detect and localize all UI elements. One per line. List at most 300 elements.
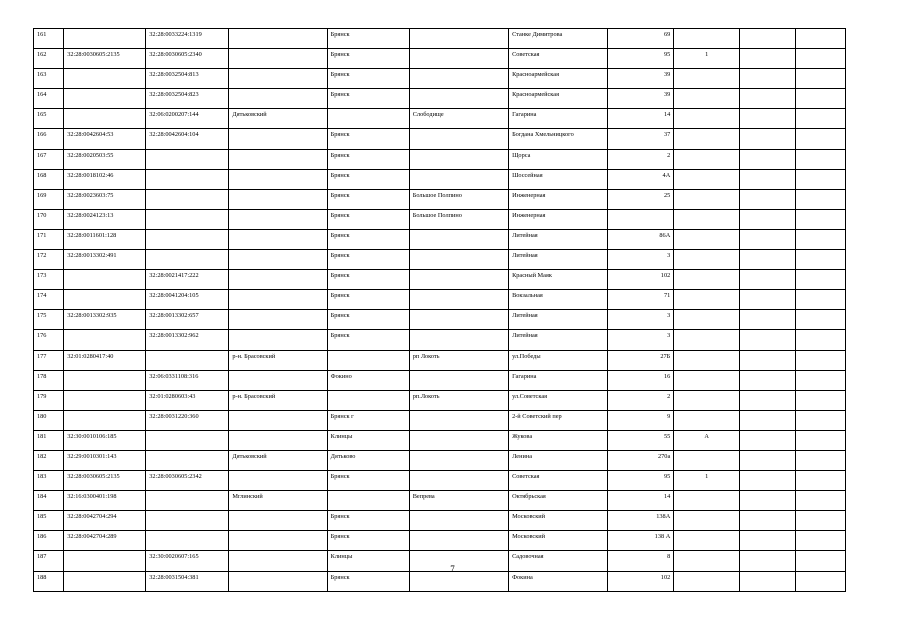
extra-cell-1 — [740, 571, 796, 591]
parcel-number-cell: 32:28:0030605:2342 — [146, 471, 229, 491]
extra-cell-1 — [740, 69, 796, 89]
street-cell: Гагарина — [509, 370, 608, 390]
house-number-cell: 55 — [608, 430, 674, 450]
cadastral-number-cell: 32:28:0030605:2135 — [64, 471, 146, 491]
cadastral-number-cell: 32:28:0024123:13 — [64, 209, 146, 229]
building-cell — [674, 109, 740, 129]
house-number-cell: 69 — [608, 29, 674, 49]
row-number-cell: 162 — [34, 49, 64, 69]
city-cell: Брянск — [327, 310, 409, 330]
extra-cell-1 — [740, 410, 796, 430]
extra-cell-2 — [796, 209, 846, 229]
extra-cell-2 — [796, 129, 846, 149]
settlement-cell — [409, 129, 508, 149]
row-number-cell: 173 — [34, 270, 64, 290]
city-cell: Клинцы — [327, 551, 409, 571]
house-number-cell: 9 — [608, 410, 674, 430]
table-row — [34, 49, 846, 69]
building-cell — [674, 330, 740, 350]
building-cell — [674, 89, 740, 109]
table-row — [34, 169, 846, 189]
extra-cell-2 — [796, 250, 846, 270]
street-cell: Жукова — [509, 430, 608, 450]
extra-cell-2 — [796, 390, 846, 410]
district-cell — [229, 531, 327, 551]
city-cell — [327, 109, 409, 129]
parcel-number-cell: 32:28:0013302:962 — [146, 330, 229, 350]
district-cell — [229, 330, 327, 350]
extra-cell-2 — [796, 430, 846, 450]
table-body — [34, 29, 846, 592]
row-number-cell: 168 — [34, 169, 64, 189]
table-row — [34, 229, 846, 249]
street-cell: Богдана Хмельницкого — [509, 129, 608, 149]
street-cell: Фокина — [509, 571, 608, 591]
extra-cell-2 — [796, 511, 846, 531]
house-number-cell: 25 — [608, 189, 674, 209]
district-cell — [229, 430, 327, 450]
street-cell: Ленина — [509, 450, 608, 470]
district-cell: Дятьковский — [229, 450, 327, 470]
extra-cell-1 — [740, 229, 796, 249]
table-row — [34, 250, 846, 270]
parcel-number-cell: 32:28:0021417:222 — [146, 270, 229, 290]
district-cell — [229, 69, 327, 89]
district-cell — [229, 129, 327, 149]
extra-cell-2 — [796, 330, 846, 350]
street-cell: 2-й Советский пер — [509, 410, 608, 430]
settlement-cell — [409, 310, 508, 330]
city-cell: Брянск — [327, 250, 409, 270]
district-cell: р-н. Брасовский — [229, 350, 327, 370]
parcel-number-cell: 32:28:0042604:104 — [146, 129, 229, 149]
house-number-cell: 71 — [608, 290, 674, 310]
extra-cell-1 — [740, 430, 796, 450]
building-cell — [674, 229, 740, 249]
parcel-number-cell: 32:30:0020607:165 — [146, 551, 229, 571]
cadastral-number-cell: 32:28:0011601:128 — [64, 229, 146, 249]
city-cell: Брянск — [327, 531, 409, 551]
street-cell: Московский — [509, 531, 608, 551]
settlement-cell — [409, 290, 508, 310]
house-number-cell: 95 — [608, 471, 674, 491]
district-cell — [229, 250, 327, 270]
table-row — [34, 390, 846, 410]
building-cell — [674, 290, 740, 310]
house-number-cell: 86А — [608, 229, 674, 249]
settlement-cell — [409, 89, 508, 109]
district-cell — [229, 270, 327, 290]
settlement-cell — [409, 571, 508, 591]
house-number-cell: 14 — [608, 109, 674, 129]
house-number-cell: 102 — [608, 571, 674, 591]
row-number-cell: 185 — [34, 511, 64, 531]
city-cell: Брянск — [327, 270, 409, 290]
parcel-number-cell: 32:28:0033224:1319 — [146, 29, 229, 49]
house-number-cell: 3 — [608, 310, 674, 330]
house-number-cell: 95 — [608, 49, 674, 69]
extra-cell-1 — [740, 49, 796, 69]
table-row — [34, 450, 846, 470]
extra-cell-2 — [796, 270, 846, 290]
parcel-number-cell — [146, 229, 229, 249]
district-cell — [229, 310, 327, 330]
extra-cell-2 — [796, 370, 846, 390]
district-cell: р-н. Брасовский — [229, 390, 327, 410]
cadastral-number-cell: 32:28:0018102:46 — [64, 169, 146, 189]
street-cell: Инженерная — [509, 209, 608, 229]
settlement-cell: Вепрева — [409, 491, 508, 511]
extra-cell-2 — [796, 450, 846, 470]
house-number-cell: 138А — [608, 511, 674, 531]
building-cell — [674, 511, 740, 531]
extra-cell-1 — [740, 511, 796, 531]
city-cell: Брянск — [327, 471, 409, 491]
district-cell — [229, 471, 327, 491]
table-row — [34, 270, 846, 290]
table-row — [34, 471, 846, 491]
district-cell — [229, 89, 327, 109]
extra-cell-1 — [740, 370, 796, 390]
extra-cell-2 — [796, 350, 846, 370]
row-number-cell: 184 — [34, 491, 64, 511]
table-row — [34, 149, 846, 169]
table-row — [34, 511, 846, 531]
street-cell: Литейная — [509, 330, 608, 350]
extra-cell-1 — [740, 129, 796, 149]
extra-cell-2 — [796, 189, 846, 209]
row-number-cell: 165 — [34, 109, 64, 129]
row-number-cell: 181 — [34, 430, 64, 450]
cadastral-number-cell: 32:28:0030605:2135 — [64, 49, 146, 69]
extra-cell-1 — [740, 29, 796, 49]
extra-cell-1 — [740, 169, 796, 189]
row-number-cell: 164 — [34, 89, 64, 109]
table-row — [34, 310, 846, 330]
extra-cell-2 — [796, 229, 846, 249]
extra-cell-1 — [740, 471, 796, 491]
parcel-number-cell — [146, 450, 229, 470]
parcel-number-cell: 32:28:0013302:657 — [146, 310, 229, 330]
cadastral-number-cell: 32:28:0013302:935 — [64, 310, 146, 330]
parcel-number-cell — [146, 531, 229, 551]
city-cell: Брянск — [327, 129, 409, 149]
street-cell: Щорса — [509, 149, 608, 169]
parcel-number-cell — [146, 250, 229, 270]
parcel-number-cell — [146, 209, 229, 229]
house-number-cell: 3 — [608, 330, 674, 350]
row-number-cell: 187 — [34, 551, 64, 571]
table-row — [34, 290, 846, 310]
building-cell — [674, 531, 740, 551]
cadastral-number-cell: 32:28:0042604:53 — [64, 129, 146, 149]
settlement-cell: рп Локоть — [409, 350, 508, 370]
parcel-number-cell: 32:28:0041204:105 — [146, 290, 229, 310]
street-cell: Московский — [509, 511, 608, 531]
building-cell: А — [674, 430, 740, 450]
row-number-cell: 166 — [34, 129, 64, 149]
parcel-number-cell — [146, 169, 229, 189]
city-cell — [327, 390, 409, 410]
cadastral-number-cell — [64, 270, 146, 290]
district-cell: Дятьковский — [229, 109, 327, 129]
street-cell: Красноармейская — [509, 89, 608, 109]
extra-cell-1 — [740, 250, 796, 270]
cadastral-number-cell — [64, 390, 146, 410]
settlement-cell — [409, 29, 508, 49]
extra-cell-2 — [796, 169, 846, 189]
table-row — [34, 89, 846, 109]
district-cell — [229, 410, 327, 430]
row-number-cell: 169 — [34, 189, 64, 209]
extra-cell-1 — [740, 491, 796, 511]
table-row — [34, 370, 846, 390]
house-number-cell: 39 — [608, 89, 674, 109]
building-cell: 1 — [674, 471, 740, 491]
row-number-cell: 176 — [34, 330, 64, 350]
parcel-number-cell: 32:28:0031220:360 — [146, 410, 229, 430]
cadastral-number-cell — [64, 89, 146, 109]
house-number-cell — [608, 209, 674, 229]
street-cell: Октябрьская — [509, 491, 608, 511]
city-cell: Брянск — [327, 29, 409, 49]
building-cell — [674, 491, 740, 511]
settlement-cell — [409, 471, 508, 491]
parcel-number-cell — [146, 149, 229, 169]
extra-cell-2 — [796, 531, 846, 551]
extra-cell-1 — [740, 89, 796, 109]
extra-cell-1 — [740, 290, 796, 310]
cadastral-number-cell: 32:28:0023603:75 — [64, 189, 146, 209]
district-cell — [229, 571, 327, 591]
cadastral-number-cell — [64, 410, 146, 430]
table-row — [34, 430, 846, 450]
building-cell — [674, 209, 740, 229]
city-cell: Брянск — [327, 169, 409, 189]
parcel-number-cell: 32:06:0200207:144 — [146, 109, 229, 129]
district-cell — [229, 169, 327, 189]
extra-cell-2 — [796, 571, 846, 591]
row-number-cell: 174 — [34, 290, 64, 310]
city-cell: Брянск — [327, 290, 409, 310]
settlement-cell — [409, 430, 508, 450]
extra-cell-2 — [796, 149, 846, 169]
district-cell — [229, 370, 327, 390]
house-number-cell: 39 — [608, 69, 674, 89]
settlement-cell — [409, 49, 508, 69]
house-number-cell: 138 А — [608, 531, 674, 551]
extra-cell-2 — [796, 109, 846, 129]
parcel-number-cell: 32:01:0280603:43 — [146, 390, 229, 410]
cadastral-number-cell — [64, 69, 146, 89]
row-number-cell: 177 — [34, 350, 64, 370]
parcel-number-cell: 32:28:0031504:381 — [146, 571, 229, 591]
street-cell: Инженерная — [509, 189, 608, 209]
district-cell — [229, 189, 327, 209]
settlement-cell: рп.Локоть — [409, 390, 508, 410]
table-row — [34, 29, 846, 49]
extra-cell-1 — [740, 450, 796, 470]
street-cell: ул.Победы — [509, 350, 608, 370]
city-cell: Брянск — [327, 49, 409, 69]
row-number-cell: 163 — [34, 69, 64, 89]
extra-cell-1 — [740, 531, 796, 551]
extra-cell-1 — [740, 350, 796, 370]
building-cell: 1 — [674, 49, 740, 69]
parcel-number-cell — [146, 511, 229, 531]
row-number-cell: 170 — [34, 209, 64, 229]
house-number-cell: 16 — [608, 370, 674, 390]
cadastral-number-cell: 32:29:0010301:143 — [64, 450, 146, 470]
extra-cell-2 — [796, 471, 846, 491]
row-number-cell: 182 — [34, 450, 64, 470]
house-number-cell: 102 — [608, 270, 674, 290]
building-cell — [674, 169, 740, 189]
parcel-number-cell: 32:06:0331108:316 — [146, 370, 229, 390]
settlement-cell — [409, 69, 508, 89]
building-cell — [674, 370, 740, 390]
extra-cell-1 — [740, 390, 796, 410]
row-number-cell: 167 — [34, 149, 64, 169]
cadastral-number-cell: 32:28:0042704:294 — [64, 511, 146, 531]
city-cell: Брянск — [327, 330, 409, 350]
row-number-cell: 161 — [34, 29, 64, 49]
house-number-cell: 14 — [608, 491, 674, 511]
building-cell — [674, 310, 740, 330]
district-cell — [229, 511, 327, 531]
district-cell — [229, 29, 327, 49]
city-cell: Брянск — [327, 89, 409, 109]
extra-cell-2 — [796, 410, 846, 430]
house-number-cell: 3 — [608, 250, 674, 270]
cadastral-number-cell — [64, 109, 146, 129]
street-cell: Красноармейская — [509, 69, 608, 89]
city-cell: Фокино — [327, 370, 409, 390]
table-row — [34, 491, 846, 511]
building-cell — [674, 189, 740, 209]
city-cell — [327, 491, 409, 511]
building-cell — [674, 571, 740, 591]
settlement-cell: Слободище — [409, 109, 508, 129]
building-cell — [674, 129, 740, 149]
settlement-cell — [409, 531, 508, 551]
cadastral-number-cell — [64, 370, 146, 390]
extra-cell-1 — [740, 109, 796, 129]
cadastre-table — [33, 28, 846, 592]
parcel-number-cell: 32:28:0030605:2340 — [146, 49, 229, 69]
row-number-cell: 180 — [34, 410, 64, 430]
street-cell: Гагарина — [509, 109, 608, 129]
house-number-cell: 270а — [608, 450, 674, 470]
street-cell: Садовочная — [509, 551, 608, 571]
district-cell — [229, 49, 327, 69]
parcel-number-cell — [146, 430, 229, 450]
building-cell — [674, 450, 740, 470]
table-row — [34, 209, 846, 229]
extra-cell-1 — [740, 189, 796, 209]
settlement-cell — [409, 370, 508, 390]
settlement-cell — [409, 250, 508, 270]
building-cell — [674, 29, 740, 49]
building-cell — [674, 410, 740, 430]
row-number-cell: 178 — [34, 370, 64, 390]
row-number-cell: 183 — [34, 471, 64, 491]
settlement-cell — [409, 169, 508, 189]
city-cell: Брянск — [327, 189, 409, 209]
house-number-cell: 2 — [608, 149, 674, 169]
cadastral-number-cell: 32:01:0280417:40 — [64, 350, 146, 370]
extra-cell-1 — [740, 330, 796, 350]
city-cell: Брянск — [327, 209, 409, 229]
cadastral-number-cell — [64, 290, 146, 310]
row-number-cell: 175 — [34, 310, 64, 330]
parcel-number-cell: 32:28:0032504:813 — [146, 69, 229, 89]
cadastral-number-cell: 32:28:0020503:55 — [64, 149, 146, 169]
house-number-cell: 27Б — [608, 350, 674, 370]
parcel-number-cell: 32:28:0032504:823 — [146, 89, 229, 109]
building-cell — [674, 390, 740, 410]
page-number: 7 — [450, 564, 455, 574]
table-row — [34, 410, 846, 430]
city-cell: Брянск г — [327, 410, 409, 430]
extra-cell-2 — [796, 69, 846, 89]
district-cell — [229, 149, 327, 169]
extra-cell-2 — [796, 29, 846, 49]
table-row — [34, 129, 846, 149]
city-cell: Брянск — [327, 571, 409, 591]
settlement-cell — [409, 410, 508, 430]
city-cell — [327, 350, 409, 370]
table-row — [34, 69, 846, 89]
building-cell — [674, 69, 740, 89]
settlement-cell — [409, 149, 508, 169]
cadastral-number-cell: 32:16:0300401:198 — [64, 491, 146, 511]
row-number-cell: 171 — [34, 229, 64, 249]
parcel-number-cell — [146, 350, 229, 370]
table-row — [34, 571, 846, 591]
extra-cell-1 — [740, 149, 796, 169]
row-number-cell: 188 — [34, 571, 64, 591]
table-row — [34, 189, 846, 209]
settlement-cell — [409, 270, 508, 290]
cadastral-number-cell — [64, 571, 146, 591]
cadastral-number-cell — [64, 29, 146, 49]
row-number-cell: 186 — [34, 531, 64, 551]
extra-cell-1 — [740, 270, 796, 290]
street-cell: Литейная — [509, 250, 608, 270]
extra-cell-1 — [740, 209, 796, 229]
building-cell — [674, 250, 740, 270]
extra-cell-2 — [796, 290, 846, 310]
parcel-number-cell — [146, 491, 229, 511]
city-cell: Брянск — [327, 69, 409, 89]
city-cell: Брянск — [327, 149, 409, 169]
street-cell: Шоссейная — [509, 169, 608, 189]
table-row — [34, 109, 846, 129]
settlement-cell — [409, 330, 508, 350]
settlement-cell — [409, 450, 508, 470]
street-cell: Вокзальная — [509, 290, 608, 310]
cadastral-number-cell: 32:30:0010106:185 — [64, 430, 146, 450]
street-cell: Красный Маяк — [509, 270, 608, 290]
street-cell: Станке Димитрова — [509, 29, 608, 49]
district-cell — [229, 229, 327, 249]
city-cell: Брянск — [327, 511, 409, 531]
table-row — [34, 350, 846, 370]
extra-cell-2 — [796, 49, 846, 69]
cadastral-number-cell: 32:28:0042704:289 — [64, 531, 146, 551]
cadastral-number-cell: 32:28:0013302:491 — [64, 250, 146, 270]
